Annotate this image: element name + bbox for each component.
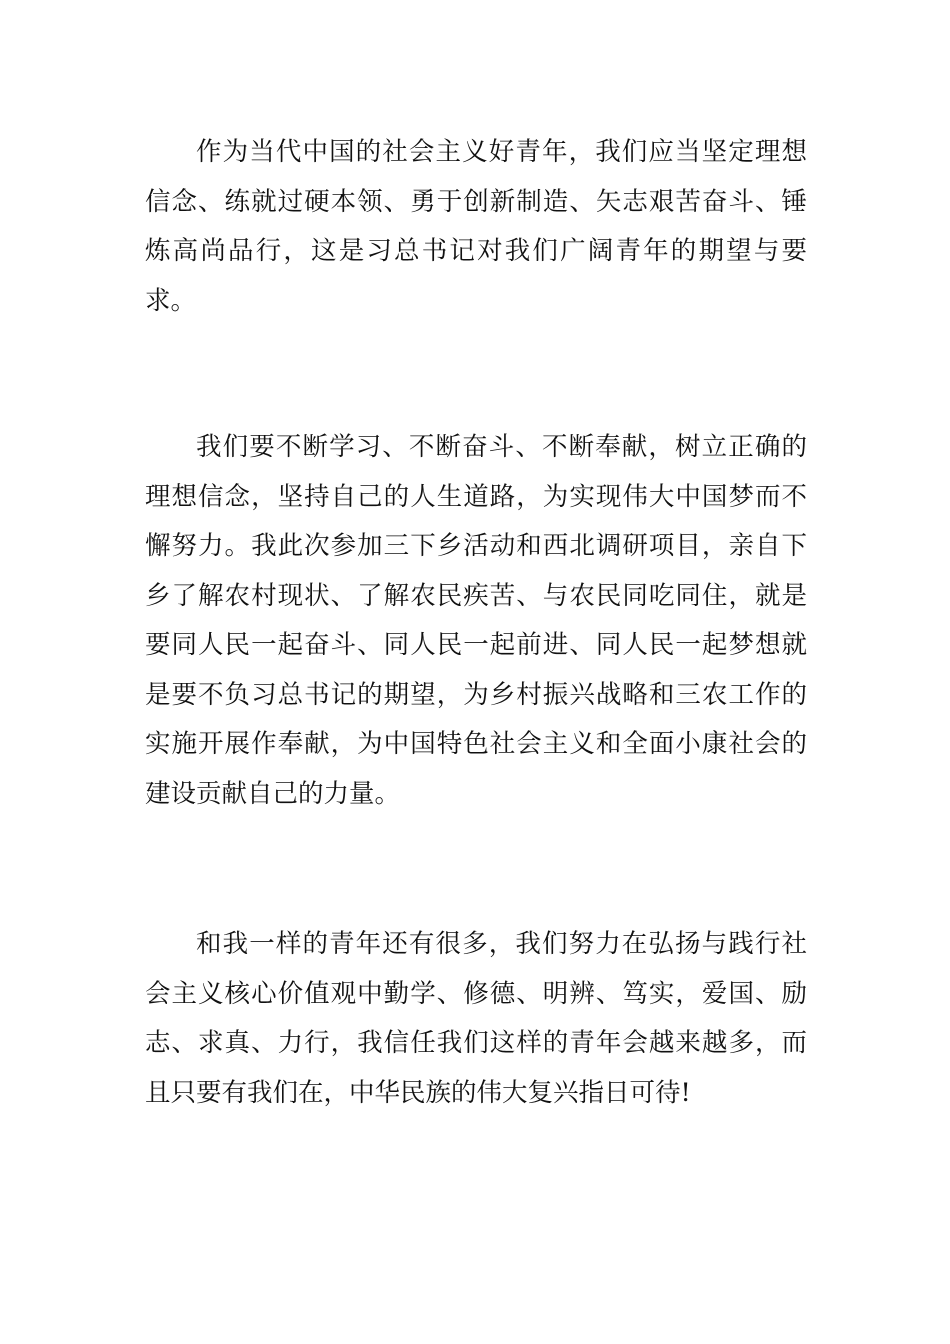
paragraph-1: 作为当代中国的社会主义好青年，我们应当坚定理想信念、练就过硬本领、勇于创新制造、矢志艰苦奋斗、锤炼高尚品行，这是习总书记对我们广阔青年的期望与要求。 bbox=[145, 137, 807, 316]
paragraph-3: 和我一样的青年还有很多，我们努力在弘扬与践行社会主义核心价值观中勤学、修德、明辨、笃实，爱国、励志、求真、力行，我信任我们这样的青年会越来越多，而且只要有我们在，中华民族的伟大复兴指日可待! bbox=[145, 929, 807, 1108]
paragraph-2: 我们要不断学习、不断奋斗、不断奉献，树立正确的理想信念，坚持自己的人生道路，为实现伟大中国梦而不懈努力。我此次参加三下乡活动和西北调研项目，亲自下乡了解农村现状、了解农民疾苦、与农民同吃同住，就是要同人民一起奋斗、同人民一起前进、同人民一起梦想就是要不负习总书记的期望，为乡村振兴战略和三农工作的实施开展作奉献，为中国特色社会主义和全面小康社会的建设贡献自己的力量。 bbox=[145, 432, 807, 809]
